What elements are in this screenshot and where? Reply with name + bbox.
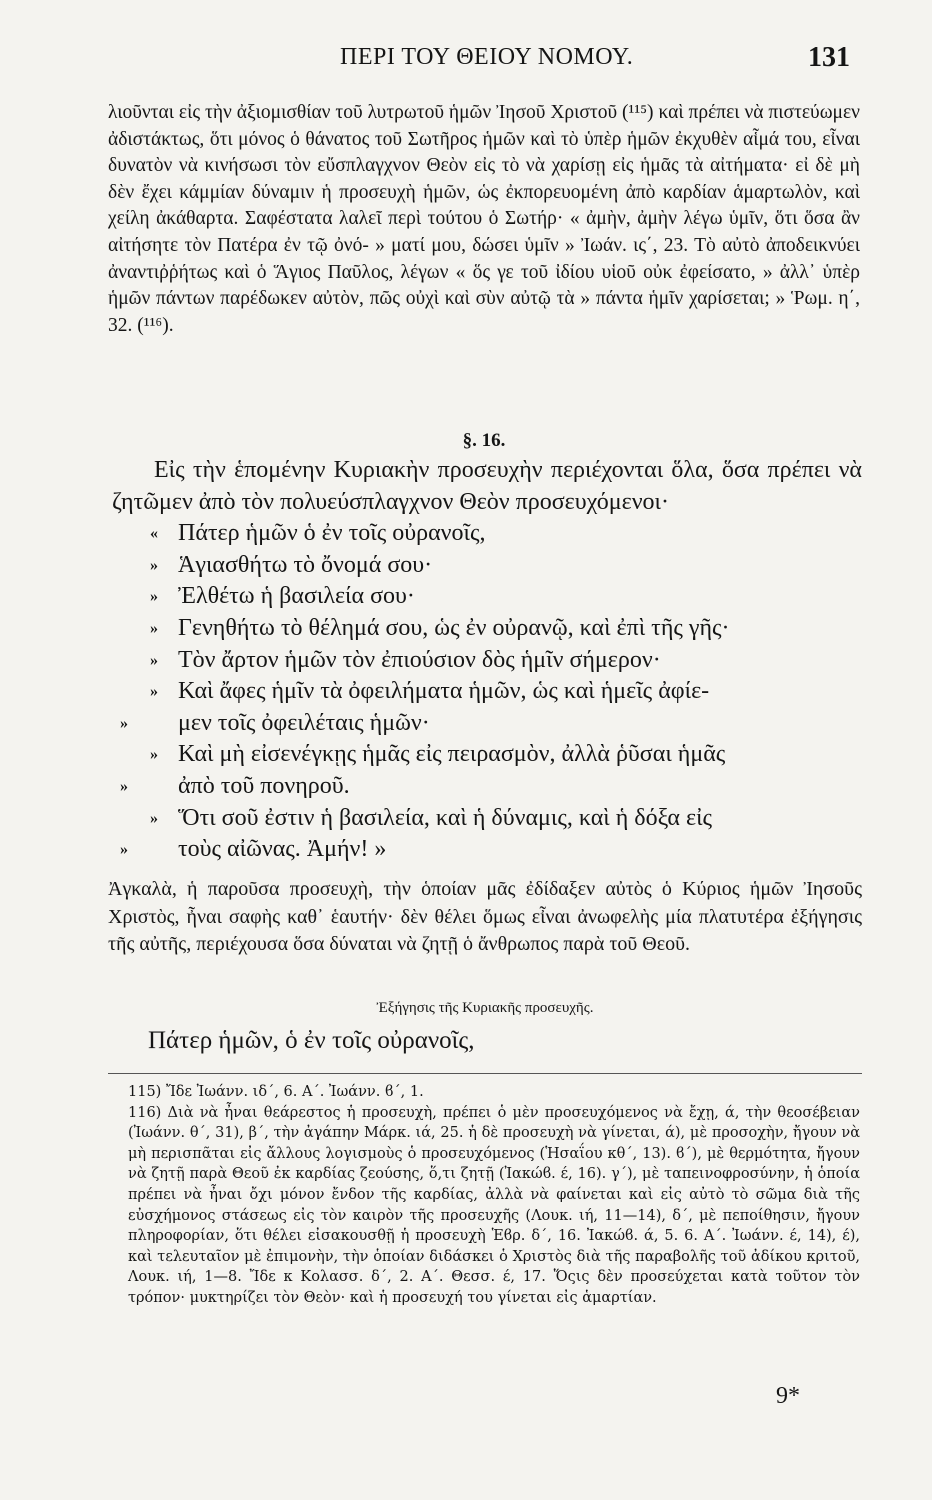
prayer-line [112,645,862,677]
header-title: ΠΕΡΙ ΤΟΥ ΘΕΙΟΥ ΝΟΜΟΥ. [340,44,634,70]
prayer-line [112,581,862,613]
prayer-line [112,613,862,645]
quote-mark: » [150,588,158,606]
footnote-116: 116) Διὰ νὰ ἦναι θεάρεστος ἡ προσευχὴ, πρέπει ὁ μὲν προσευχόμενος νὰ ἔχῃ, ά, τὴν θεοσέβειαν (Ἰωάνν. θ΄, 31), β΄, τὴν ἀγάπην Μάρκ. ιά, 25. ἡ δὲ προσευχὴ νὰ γίνεται, ά), μὲ προσοχὴν, ἤγουν νὰ μὴ περισπᾶται εἰς ἄλλους λογισμοὺς ὁ προσευχόμενος (Ἡσαΐου κθ΄, 13). ϐ΄), μὲ θερμότητα, ἤγουν νὰ ζητῇ παρὰ Θεοῦ ἐκ καρδίας ζεούσης, ὅ,τι ζητῇ (Ἰακώϐ. έ, 16). γ΄), μὲ ταπεινοφροσύνην, ἡ ὁποία πρέπει νὰ ἦναι ὄχι μόνον ἔνδον τῆς καρδίας, ἀλλὰ νὰ φαίνεται καὶ εἰς αὐτὸ τὸ σῶμα διὰ τῆς εὐσχήμονος στάσεως εἰς τὸν καιρὸν τῆς προσευχῆς (Λουκ. ιή, 11—14), δ΄, μὲ πεποίθησιν, ἤγουν πληροφορίαν, ὅτι θέλει εἰσακουσθῇ ἡ προσευχὴ Ἑϐρ. δ΄, 16. Ἰακώϐ. ά, 5. 6. Α΄. Ἰωάνν. έ, 14), έ), καὶ τελευταῖον μὲ ἐπιμονὴν, τὴν ὁποίαν διδάσκει ὁ Χριστὸς διὰ τῆς παραβολῆς τοῦ ἀδίκου κριτοῦ, Λουκ. ιή, 1—8. Ἴδε κ Κολασσ. δ΄, 2. Α΄. Θεσσ. έ, 17. Ὅςις δὲν προσεύχεται κατὰ τοῦτον τὸν τρόπον· μυκτηρίζει τὸν Θεὸν· καὶ ἡ προσευχή του γίνεται εἰς ἁμαρτίαν. [128,1104,860,1306]
running-header [108,44,850,84]
prayer-intro: Εἰς τὴν ἑπομένην Κυριακὴν προσευχὴν περιέχονται ὅλα, ὅσα πρέπει νὰ ζητῶμεν ἀπὸ τὸν πολυεύσπλαγχνον Θεὸν προσευχόμενοι· [112,457,862,515]
prayer-line [112,518,862,550]
footnote-115: 115) Ἴδε Ἰωάνν. ιδ΄, 6. Α΄. Ἰωάνν. ϐ΄, 1. [128,1084,424,1100]
section-label: §. 16. [462,430,506,451]
prayer-block [112,455,862,866]
signature-mark: 9* [776,1383,800,1409]
prayer-line-text: Πάτερ ἡμῶν ὁ ἐν τοῖς οὐρανοῖς, [178,520,486,547]
prayer-line [112,708,862,740]
quote-mark: » [120,841,128,859]
prayer-line-text: Γενηθήτω τὸ θέλημά σου, ὡς ἐν οὐρανῷ, καὶ ἐπὶ τῆς γῆς· [178,614,730,641]
commentary-head: Πάτερ ἡμῶν, ὁ ἐν τοῖς οὐρανοῖς, [148,1027,475,1054]
prayer-line-text: τοὺς αἰῶνας. Ἀμήν! » [178,836,387,863]
prayer-line [112,676,862,708]
prayer-line-text: μεν τοῖς ὀφειλέταις ἡμῶν· [178,709,430,736]
quote-mark: » [150,746,158,764]
intro-paragraph-block [108,100,860,339]
quote-mark: » [120,714,128,732]
prayer-line-text: ἀπὸ τοῦ πονηροῦ. [178,772,350,799]
quote-mark: » [150,556,158,574]
after-paragraph: Ἀγκαλὰ, ἡ παροῦσα προσευχὴ, τὴν ὁποίαν μᾶς ἐδίδαξεν αὐτὸς ὁ Κύριος ἡμῶν Ἰησοῦς Χριστὸς, ἦναι σαφὴς καθ᾽ ἑαυτήν· δὲν θέλει ὅμως εἶναι ἀνωφελὴς μία πλατυτέρα ἐξήγησις τῆς αὐτῆς, περιέχουσα ὅσα δύναται νὰ ζητῇ ὁ ἄνθρωπος παρὰ τοῦ Θεοῦ. [108,878,862,955]
quote-mark: » [150,651,158,669]
subheading: Ἐξήγησις τῆς Κυριακῆς προσευχῆς. [376,1000,594,1016]
after-paragraph-block [108,876,862,959]
prayer-line-text: Καὶ μὴ εἰσενέγκῃς ἡμᾶς εἰς πειρασμὸν, ἀλλὰ ῥῦσαι ἡμᾶς [178,741,726,768]
prayer-line [112,834,862,866]
prayer-lines [112,518,862,866]
prayer-line-text: Ὅτι σοῦ ἐστιν ἡ βασιλεία, καὶ ἡ δύναμις, καὶ ἡ δόξα εἰς [178,804,713,831]
quote-mark: » [150,809,158,827]
footnote-divider [108,1073,862,1074]
quote-mark: » [150,683,158,701]
prayer-line [112,771,862,803]
quote-mark: « [150,525,158,543]
prayer-line [112,739,862,771]
quote-mark: » [120,777,128,795]
quote-mark: » [150,619,158,637]
prayer-line-text: Τὸν ἄρτον ἡμῶν τὸν ἐπιούσιον δὸς ἡμῖν σήμερον· [178,646,661,673]
page-number: 131 [808,42,850,73]
prayer-line-text: Ἐλθέτω ἡ βασιλεία σου· [178,583,415,610]
prayer-line-text: Καὶ ἄφες ἡμῖν τὰ ὀφειλήματα ἡμῶν, ὡς καὶ ἡμεῖς ἀφίε- [178,678,710,705]
prayer-line [112,550,862,582]
prayer-line [112,803,862,835]
footnotes [128,1082,860,1309]
intro-paragraph: λιοῦνται εἰς τὴν ἀξιομισθίαν τοῦ λυτρωτοῦ ἡμῶν Ἰησοῦ Χριστοῦ (¹¹⁵) καὶ πρέπει νὰ πιστεύωμεν ἀδιστάκτως, ὅτι μόνος ὁ θάνατος τοῦ Σωτῆρος ἡμῶν καὶ τὸ ὑπὲρ ἡμῶν ἐκχυθὲν αἷμά του, εἶναι δυνατὸν νὰ κινήσωσι τὸν εὔσπλαγχνον Θεὸν εἰς τὸ νὰ χαρίσῃ εἰς ἡμᾶς τὰ αἰτήματα· εἰ δὲ μὴ δὲν ἔχει κάμμίαν δύναμιν ἡ προσευχὴ ἡμῶν, ὡς ἐκπορευομένη ἀπὸ καρδίαν ἁμαρτωλὸν, καὶ χείλη ἀκάθαρτα. Σαφέστατα λαλεῖ περὶ τούτου ὁ Σωτήρ· « ἀμὴν, ἀμὴν λέγω ὑμῖν, ὅτι ὅσα ἂν αἰτήσητε τὸν Πατέρα ἐν τῷ ὀνό- » ματί μου, δώσει ὑμῖν » Ἰωάν. ις΄, 23. Τὸ αὐτὸ ἀποδεικνύει ἀναντιῤῥήτως καὶ ὁ Ἅγιος Παῦλος, λέγων « ὅς γε τοῦ ἰδίου υἱοῦ οὐκ ἐφείσατο, » ἀλλ᾽ ὑπὲρ ἡμῶν πάντων παρέδωκεν αὐτὸν, πῶς οὐχὶ καὶ σὺν αὐτῷ τὰ » πάντα ἡμῖν χαρίσεται; » Ῥωμ. η΄, 32. (¹¹⁶). [108,102,860,336]
prayer-line-text: Ἁγιασθήτω τὸ ὄνομά σου· [178,551,433,578]
